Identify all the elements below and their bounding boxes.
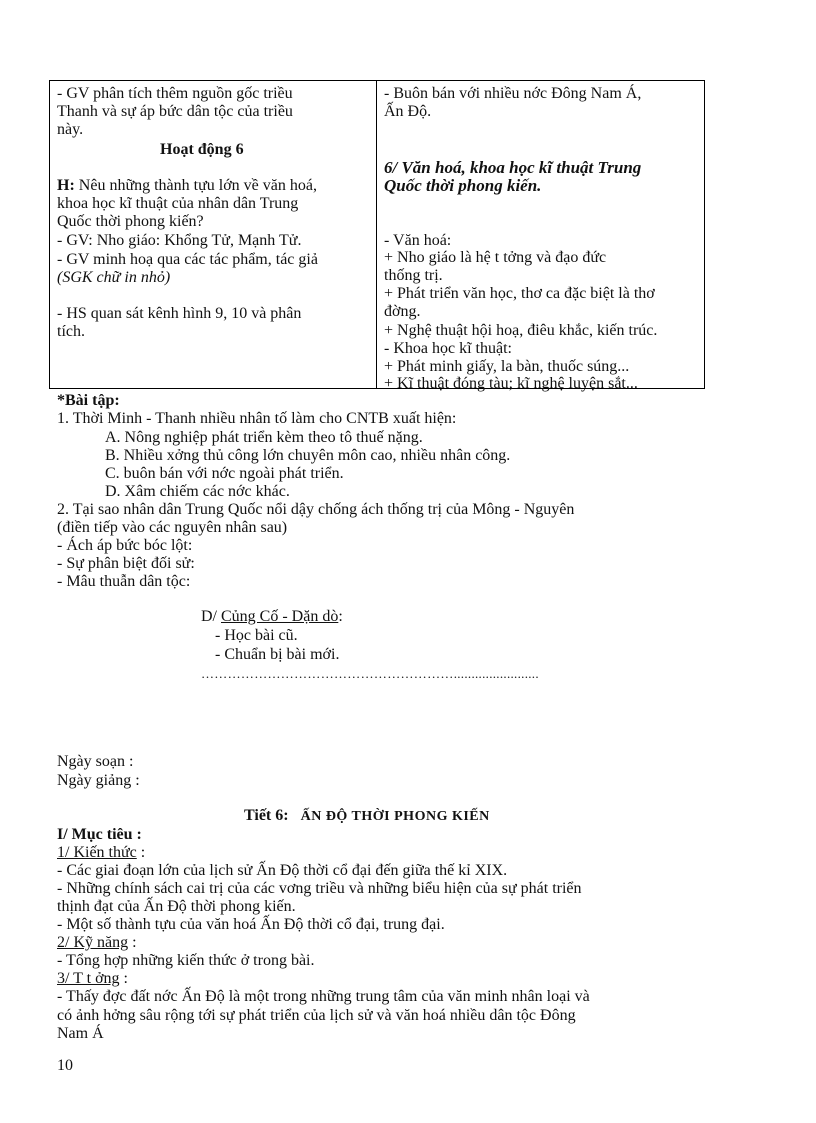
homework-item: - Học bài cũ. xyxy=(215,627,298,644)
exercises-heading: *Bài tập: xyxy=(57,392,120,409)
text-line: - GV phân tích thêm nguồn gốc triều xyxy=(57,85,293,102)
knowledge-item: - Những chính sách cai trị của các vơng triều và những biểu hiện của sự phát triển xyxy=(57,880,582,897)
section-heading: 6/ Văn hoá, khoa học kĩ thuật Trung xyxy=(384,158,642,177)
text-line: - GV minh hoạ qua các tác phẩm, tác giả xyxy=(57,251,318,268)
attitude-item: Nam Á xyxy=(57,1025,104,1042)
skills-heading xyxy=(57,934,137,952)
text-line: - HS quan sát kênh hình 9, 10 và phân xyxy=(57,305,302,322)
heading-suffix: : xyxy=(136,844,146,861)
cause-item: - Sự phân biệt đối sử: xyxy=(57,555,195,572)
attitude-title: 3/ T t ởng xyxy=(57,970,120,987)
text-line: tích. xyxy=(57,323,85,340)
text-line: khoa học kĩ thuật của nhân dân Trung xyxy=(57,195,299,212)
cause-item: - Mâu thuẫn dân tộc: xyxy=(57,573,191,590)
text-line: + Nghệ thuật hội hoạ, điêu khắc, kiến trúc. xyxy=(384,322,658,339)
question-line xyxy=(57,177,317,195)
lesson-table xyxy=(49,80,705,392)
option-c: C. buôn bán với nớc ngoài phát triển. xyxy=(105,465,344,482)
text-line: đờng. xyxy=(384,303,421,320)
content-cell xyxy=(377,81,705,392)
lesson-title: ẤN ĐỘ THỜI PHONG KIẾN xyxy=(300,809,490,824)
dotted-separator: …………………………………………………........................ xyxy=(201,666,539,681)
text-line: - GV: Nho giáo: Khổng Tử, Mạnh Tử. xyxy=(57,232,302,249)
text-line: - Văn hoá: xyxy=(384,232,452,249)
text-line: + Phát minh giấy, la bàn, thuốc súng... xyxy=(384,358,630,375)
question-1: 1. Thời Minh - Thanh nhiều nhân tố làm cho CNTB xuất hiện: xyxy=(57,410,457,427)
text-line: Thanh và sự áp bức dân tộc của triều xyxy=(57,103,293,120)
text-line: + Phát triển văn học, thơ ca đặc biệt là thơ xyxy=(384,285,655,302)
option-a: A. Nông nghiệp phát triển kèm theo tô thuế nặng. xyxy=(105,429,423,446)
knowledge-item: thịnh đạt của Ấn Độ thời phong kiến. xyxy=(57,898,296,915)
heading-suffix: : xyxy=(128,934,137,951)
attitude-item: - Thấy đợc đất nớc Ấn Độ là một trong những trung tâm của văn minh nhân loại và xyxy=(57,988,590,1005)
text-line: Ấn Độ. xyxy=(384,103,432,120)
text-line: - Buôn bán với nhiều nớc Đông Nam Á, xyxy=(384,85,642,102)
knowledge-item: - Một số thành tựu của văn hoá Ấn Độ thời cổ đại, trung đại. xyxy=(57,916,445,933)
consolidation-title: Củng Cố - Dặn dò xyxy=(221,608,339,625)
homework-item: - Chuẩn bị bài mới. xyxy=(215,646,340,663)
lesson-heading xyxy=(244,807,490,826)
heading-suffix: : xyxy=(119,970,128,987)
consolidation-suffix: : xyxy=(338,608,343,625)
question-2: 2. Tại sao nhân dân Trung Quốc nổi dậy chống ách thống trị của Mông - Nguyên xyxy=(57,501,575,518)
consolidation-heading xyxy=(201,608,343,626)
cause-item: - Ách áp bức bóc lột: xyxy=(57,537,193,554)
knowledge-title: 1/ Kiến thức xyxy=(57,844,137,861)
question-text: Nêu những thành tựu lớn về văn hoá, xyxy=(74,177,317,194)
text-line: này. xyxy=(57,121,84,138)
objectives-heading: I/ Mục tiêu : xyxy=(57,826,142,843)
text-line: + Nho giáo là hệ t tởng và đạo đức xyxy=(384,249,607,266)
option-d: D. Xâm chiếm các nớc khác. xyxy=(105,483,290,500)
option-b: B. Nhiều xởng thủ công lớn chuyên môn cao, nhiều nhân công. xyxy=(105,447,511,464)
date-prepared: Ngày soạn : xyxy=(57,753,134,770)
date-taught: Ngày giảng : xyxy=(57,772,140,789)
consolidation-prefix: D/ xyxy=(201,608,221,625)
skills-item: - Tổng hợp những kiến thức ở trong bài. xyxy=(57,952,315,969)
text-line: - Khoa học kĩ thuật: xyxy=(384,340,512,357)
activity-heading: Hoạt động 6 xyxy=(160,141,244,158)
text-line: Quốc thời phong kiến? xyxy=(57,213,204,230)
text-line: (SGK chữ in nhỏ) xyxy=(57,269,171,286)
teacher-activity-cell xyxy=(50,81,377,389)
skills-title: 2/ Kỹ năng xyxy=(57,934,129,951)
section-heading: Quốc thời phong kiến. xyxy=(384,176,542,195)
question-marker: H: xyxy=(57,177,75,194)
question-2-hint: (điền tiếp vào các nguyên nhân sau) xyxy=(57,519,288,536)
text-line: thống trị. xyxy=(384,267,443,284)
text-line: + Kĩ thuật đóng tàu; kĩ nghệ luyện sắt... xyxy=(384,375,638,392)
attitude-item: có ảnh hởng sâu rộng tới sự phát triển của lịch sử và văn hoá nhiều dân tộc Đông xyxy=(57,1007,576,1024)
period-label: Tiết 6: xyxy=(244,807,289,824)
knowledge-heading xyxy=(57,844,145,862)
attitude-heading xyxy=(57,970,128,988)
knowledge-item: - Các giai đoạn lớn của lịch sử Ấn Độ thời cổ đại đến giữa thế kỉ XIX. xyxy=(57,862,508,879)
page-number: 10 xyxy=(57,1057,73,1074)
